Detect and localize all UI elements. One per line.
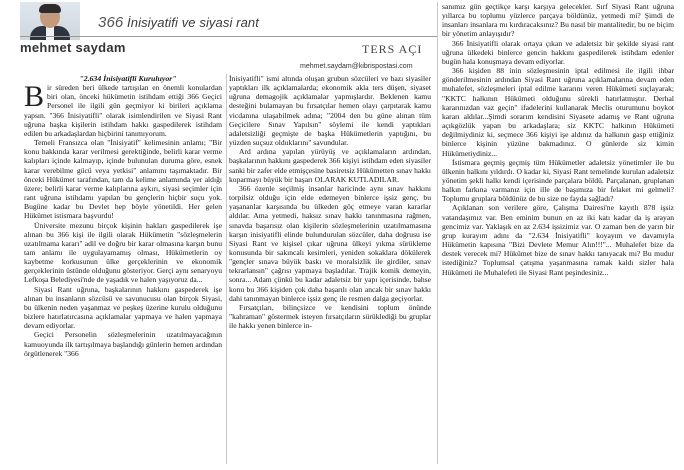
- article-column-3: [442, 2, 674, 277]
- drop-cap: B: [24, 80, 45, 114]
- article-paragraph: İstismara geçmiş geçmiş tüm Hükümetler adaletsiz yönetimler ile bu ülkenin halkını yıldırdı. O kadar ki, Siyasi Rant temelinde kurulan adaletsiz yönetim şekli halkı kendi içerisinde parçalara böldü. Parçalanan, gruplanan halkın farkına varmanız için ille de başımıza bir felaket mi gelmeli? Toplumu gruplara böldünüz de bu size ne fayda sağladı?: [442, 157, 674, 204]
- article-column-2: [229, 74, 431, 330]
- headline-text: İnisiyatifi ve siyasi rant: [123, 15, 259, 30]
- headline-number: 366: [98, 14, 124, 31]
- article-paragraph: Açıklanan son verilere göre, Çalışma Dairesi'ne kayıtlı 878 işsiz vatandaşımız var. Ben eminim bunun en az iki katı kadar da iş arayan gencimiz var. Yaklaşık en az 2.634 işsizimiz var. O zaman ben de yarın bir grup kurayım adını da "2.634 İnisiyatifli" koyayım ve davamıyla Hükümetin kapısına "Bizi Devlete Memur Alın!!!"... Muhalefet bize da destek verecek mi? Hükümet bize de sınav hakkı tanıyacak mı? Bu mudur istediğiniz? Toplumsal çatışma yaşanmasına ramak kaldı sizler hala Hükümeti ile Muhalefeti ile Siyasi Rant peşindesiniz...: [442, 203, 674, 277]
- article-paragraph: [24, 80, 222, 138]
- article-paragraph: 366 İnisiyatifli olarak ortaya çıkan ve adaletsiz bir şekilde siyasi rant uğruna ülkedeki binlerce gencin hakkını gaspedilerek istihdam edenler bugün hala konuşmaya devam ediyorlar.: [442, 38, 674, 66]
- author-email: mehmet.saydam@kibrispostasi.com: [300, 63, 413, 70]
- author-photo-shirt: [46, 27, 54, 40]
- article-paragraph-text: ir süreden beri ülkede tartışılan en önemli konulardan biri olan, önceki hükümetin istihdam ettiği 366 Geçici Personel ile ilgili gün geçmiyor ki birileri açıklama yapsın. "366 İnisiyatifli" olarak isimlendirilen ve Siyasi Rant uğruna başka kişilerin istihdam hakkı gaspedilerek istihdam edilen bu arkadaşlardan hiçbirini tanımıyorum.: [24, 83, 222, 138]
- article-paragraph: Geçici Personelin sözleşmelerinin uzatılmayacağının kamuoyunda ilk tartışılmaya başlandığı günlerin hemen ardından örgütlenerek "366: [24, 330, 222, 358]
- article-paragraph: Ard ardına yapılan yürüyüş ve açıklamaların ardından, başkalarının hakkını gaspederek 366 kişiyi istihdam eden siyasiler sanki bir zafer elde etmişçesine basiretsiz Hükümetten sınav hakkı koparmayı büyük bir başarı OLARAK KUTLADILAR.: [229, 147, 432, 184]
- article-paragraph: 366 kişiden 88 inin sözleşmesinin iptal edilmesi ile ilgili ihbar gönderilmesinin ardından Siyasi Rant uğruna açıklamalarına devam eden muhalefet, sözleşmeleri iptal edilme kararını veren Hükümeti suçlayarak; "KKTC halkının Hükümeti olduğunu sürekli hatırlatmıştır. Derhal kararınızdan vaz geçin" ifadelerini kullanarak Meclis oturumunu boykot kararı aldılar...Şimdi sorarım kendisini Siyasete adamış ve Rant uğruna açıkgözlük yapan bu arkadaşlara; siz KKTC halkının Hükümeti değilmiydiniz ki, seçmece 366 kişiyi işe aldınız da halkının gasp ettiğiniz binlerce kişinin yüzüne bakmadınız. O günlerde siz kimin Hükümetiydiniz...: [442, 66, 674, 158]
- article-paragraph: Temeli Fransızca olan "İnisiyatif" kelimesinin anlamı; "Bir konu hakkında karar verilmesi gerektiğinde, belirli karar verme kalıpları içinde kalmayıp, içinde bulunulan duruma göre, esnek karar verebilme gücü veya yetkisi" anlamını taşımaktadır. Bir önceki Hükümet tarafından, tam da kelime anlamında yer aldığı üzere; belirli karar verme kalıplarına aykırı, siyasi seçimler için rant uğruna istihdamı yapılan bu gençlerin hiçbir suçu yok. Bugüne kadar bu Devlet hep böyle yönetildi. Her gelen Hükümet istismara başvurdu!: [24, 138, 222, 221]
- article-column-1: [24, 74, 222, 358]
- article-paragraph: İnisiyatifli" ismi altında oluşan grubun sözcüleri ve bazı siyasiler yaptıkları ilk açıklamalarda; ekonomik akla ters düşen, siyaset uğruna demagojik açıklamalar yapmışlardır. Beklenen kamu desteğini bulamayan bu fırsatçılar hemen olayı çarpıtarak kamu vicdanına ulaşabilmek adına; "2004 den bu güne alınan tüm Geçicilere Sınav Yapılsın" söylemi ile kendi yaptıkları adaletsizliği geçmişte de başka Hükümetlerin yaptığını, bu yüzden suçsuz olduklarını" savundular.: [229, 74, 431, 148]
- article-paragraph: Fırsatçıları, bilinçsizce ve kendisini toplum önünde "kahraman" göstermek isteyen fırsatçıların sürüklediği bu gruplar ile hakkı yenen binlerce in-: [229, 302, 431, 331]
- article-pull-quote: "2.634 İnisiyatifli Kuruluyor": [79, 74, 177, 83]
- author-name: mehmet saydam: [20, 40, 126, 55]
- author-photo-hair: [39, 4, 61, 13]
- article-paragraph: 366 özenle seçilmiş insanlar haricinde aynı sınav hakkını torpilsiz olduğu için elde edemeyen binlerce işsiz genç, bu yaşananlar karşısında bu ülkeden göç etmeye varan kararlar aldılar. Ama yetmedi, haksız sınav hakkı tanınmasına rağmen, sınavda başarısız olan kişilerin sözleşmelerinin uzatılmamasına karşın inisiyatifli elinde bulundurulan sözcüler, daha doğrusu ise Siyasi Rant ve kişisel çıkar uğruna ülkeyi yıkma sürükleme konusunda bir sakıncalı kesimleri, yeniden sokaklara dökülerek "gençler sınava büyük baskı ve moralsizlik ile girdiler, sınav tekrarlansın" çağrısı yapmaya başladılar. Trajik komik demeyin, sonra... Adam çünkü bu kadar adaletsiz bir yapı içerisinde, bahse konu bu 366 kişiden çok daha başarılı olan ancak bir sınav hakkı dahi tanınmayan binlerce işsiz genç ile resmen dalga geçiyorlar.: [229, 183, 431, 303]
- header-divider: [20, 36, 438, 37]
- column-divider: [226, 74, 227, 464]
- article-paragraph: sanımız gün geçtikçe karşı karşıya gelecekler. Sırf Siyasi Rant uğruna yıllarca bu toplumu yüzlerce parçaya böldünüz, yetmedi mi? Şimdi de insanları insanlara mı kırdıracaksınız? Bu nasıl bir mantalitedir, bu ne biçim bir yönetim anlayışıdır?: [442, 2, 674, 39]
- author-photo: [20, 2, 80, 40]
- article-headline: [98, 14, 348, 34]
- article-paragraph: Siyasi Rant uğruna, başkalarının hakkını gaspederek işe alınan bu insanların sözcüsü ve savunucusu olan birçok Siyasi, bu ülkenin neden yaşanmaz ve peşkeş üzerine kurulu olduğunu bizlere hatırlatırcasına açıklamalar yapmaya ve halen yapmaya devam ediyorlar.: [24, 284, 222, 331]
- column-section-title: TERS AÇI: [362, 42, 423, 56]
- article-paragraph: Üniversite mezunu birçok kişinin hakları gaspedilerek işe alınan bu 366 kişi ile ilgili olarak Hükümetin "sözleşmelerin uzatılmama kararı" adil ve doğru bir karar olmasına karşın bunu tam anlamı ile uygulayamamış olması, Hükümetlerin oy kaybetme korkusunun ülke gerçeklerinin ve ekonomik gerçeklerinin üstünde olduğunu gösteriyor. Gerçi aynı senaryoyu Lefkoşa Belediyesi'nde de yaşadık ve halen yaşıyoruz da...: [24, 220, 222, 285]
- column-divider: [437, 2, 438, 464]
